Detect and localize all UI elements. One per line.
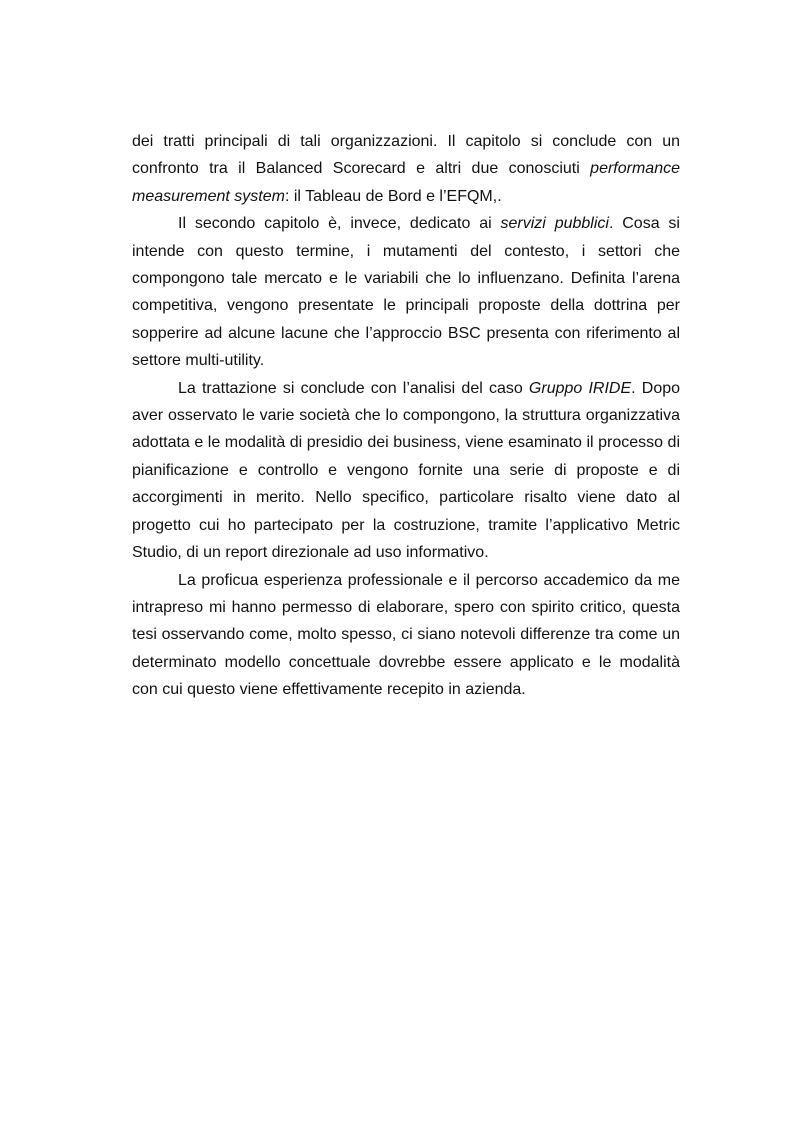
paragraph-1-text-a: dei tratti principali di tali organizzazioni. Il capitolo si conclude con un confronto tra il Balanced Scorecard e altri due conosciuti (132, 133, 680, 178)
paragraph-1-italic: performance measurement system (132, 160, 680, 205)
paragraph-4-text: La proficua esperienza professionale e il percorso accademico da me intrapreso mi hanno permesso di elaborare, spero con spirito critico, questa tesi osservando come, molto spesso, ci siano notevoli differenze tra come un determinato modello concettuale dovrebbe essere applicato e le modalità con cui questo viene effettivamente recepito in azienda. (132, 571, 680, 699)
paragraph-3-text-b: . Dopo aver osservato le varie società che lo compongono, la struttura organizzativa adottata e le modalità di presidio dei business, viene esaminato il processo di pianificazione e controllo e vengono fornite una serie di proposte e di accorgimenti in merito. Nello specifico, particolare risalto viene dato al progetto cui ho partecipato per la costruzione, tramite l’applicativo Metric Studio, di un report direzionale ad uso informativo. (132, 379, 681, 562)
paragraph-1 (132, 128, 680, 210)
paragraph-4 (132, 567, 680, 704)
paragraph-2-italic: servizi pubblici (500, 215, 609, 233)
paragraph-3-text-a: La trattazione si conclude con l’analisi del caso (178, 379, 529, 397)
paragraph-3 (132, 375, 680, 567)
paragraph-2-text-a: Il secondo capitolo è, invece, dedicato ai (178, 215, 501, 233)
paragraph-3-italic: Gruppo IRIDE (528, 379, 632, 397)
document-body (132, 128, 680, 704)
paragraph-1-text-b: : il Tableau de Bord e l’EFQM,. (284, 187, 502, 205)
paragraph-2 (132, 210, 680, 374)
paragraph-2-text-b: . Cosa si intende con questo termine, i mutamenti del contesto, i settori che compongono tale mercato e le variabili che lo influenzano. Definita l’arena competitiva, vengono presentate le principali proposte della dottrina per sopperire ad alcune lacune che l’approccio BSC presenta con riferimento al settore multi-utility. (132, 215, 680, 370)
